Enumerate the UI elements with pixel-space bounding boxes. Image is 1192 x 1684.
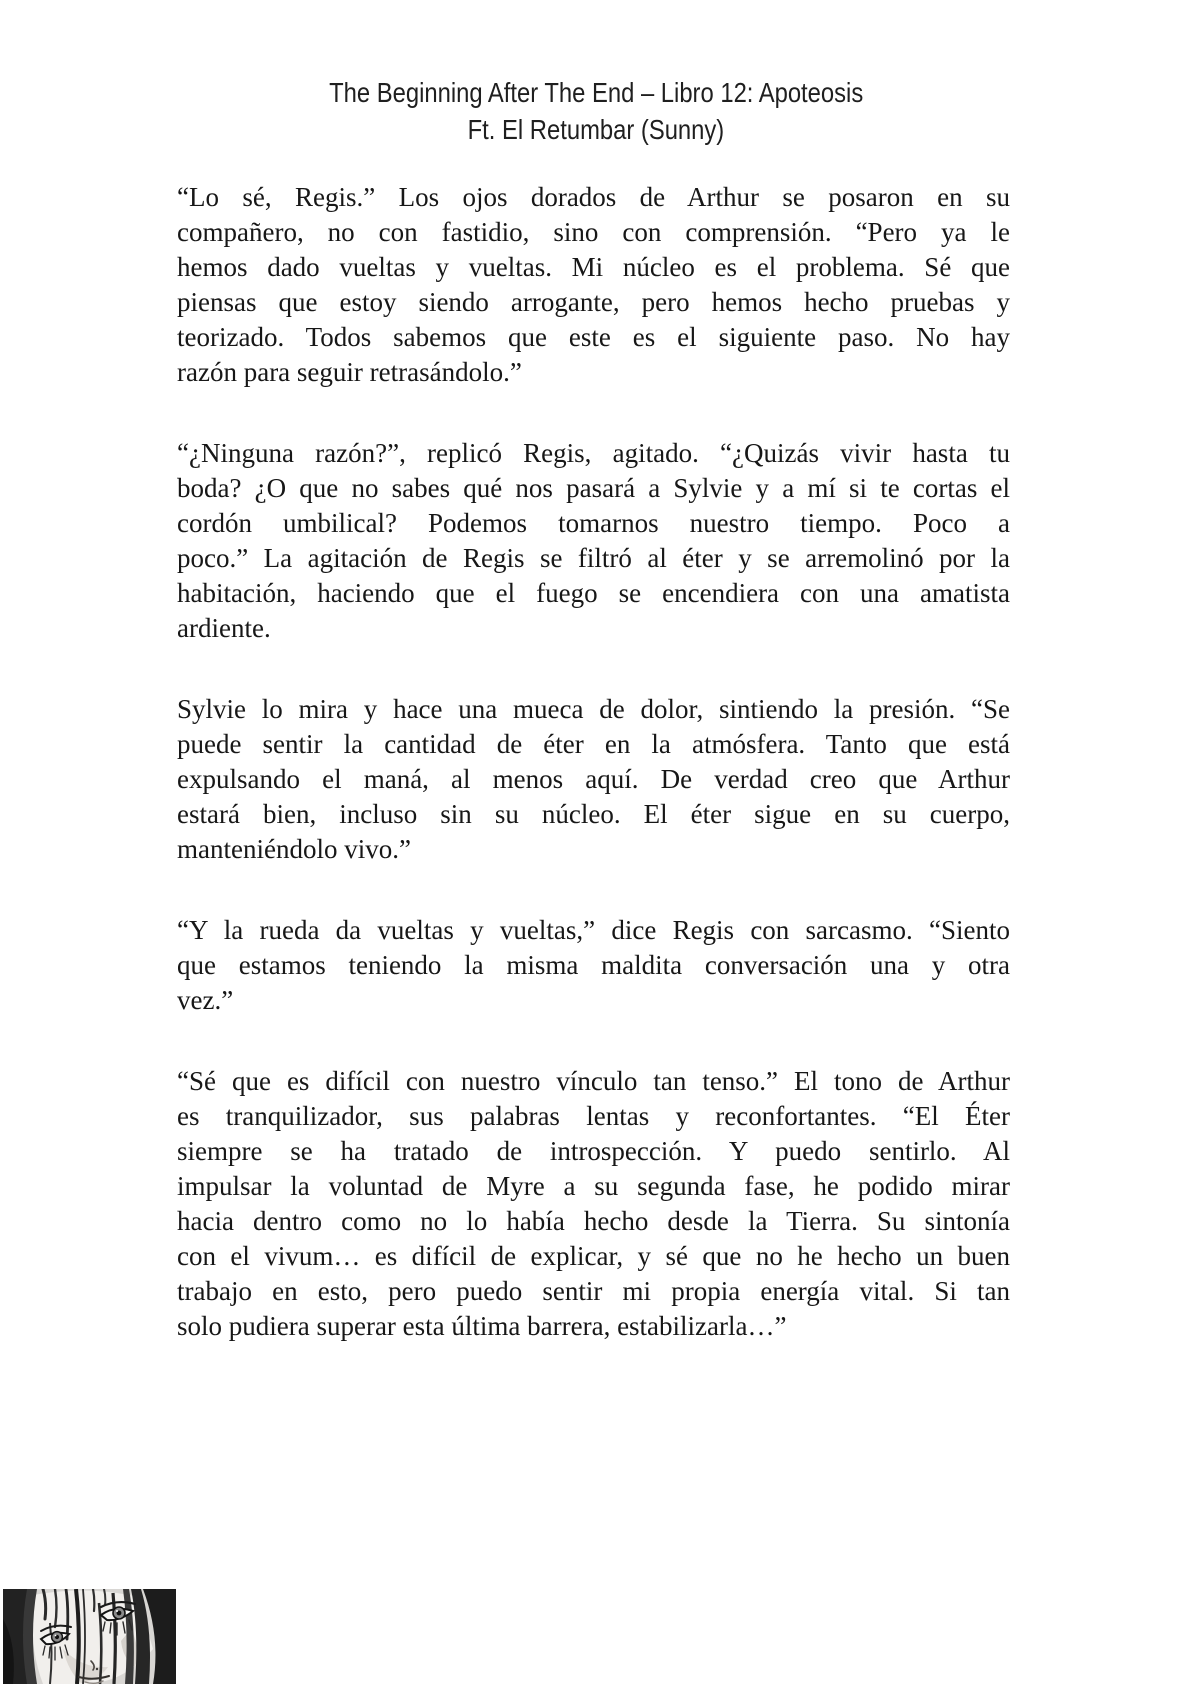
text-line: es tranquilizador, sus palabras lentas y reconfortantes. “El Éter — [177, 1101, 1010, 1131]
text-line: teorizado. Todos sabemos que este es el siguiente paso. No hay — [177, 322, 1010, 352]
text-line: puede sentir la cantidad de éter en la atmósfera. Tanto que está — [177, 729, 1010, 759]
text-line: trabajo en esto, pero puedo sentir mi propia energía vital. Si tan — [177, 1276, 1010, 1306]
text-line: estará bien, incluso sin su núcleo. El éter sigue en su cuerpo, — [177, 799, 1010, 829]
paragraph — [177, 436, 1010, 646]
document-subtitle: Ft. El Retumbar (Sunny) — [467, 114, 725, 145]
text-line: cordón umbilical? Podemos tomarnos nuestro tiempo. Poco a — [177, 508, 1010, 538]
paragraph — [177, 180, 1010, 390]
text-line: boda? ¿O que no sabes qué nos pasará a Sylvie y a mí si te cortas el — [177, 473, 1010, 503]
document-title: The Beginning After The End – Libro 12: Apoteosis — [328, 77, 864, 108]
text-line: hemos dado vueltas y vueltas. Mi núcleo es el problema. Sé que — [177, 252, 1010, 282]
manga-face-illustration — [3, 1589, 176, 1684]
text-line: expulsando el maná, al menos aquí. De verdad creo que Arthur — [177, 764, 1010, 794]
manga-face-artwork — [3, 1589, 176, 1684]
text-line: razón para seguir retrasándolo.” — [177, 357, 522, 387]
text-line: “Sé que es difícil con nuestro vínculo tan tenso.” El tono de Arthur — [177, 1066, 1010, 1096]
text-line: que estamos teniendo la misma maldita conversación una y otra — [177, 950, 1010, 980]
text-line: con el vivum… es difícil de explicar, y sé que no he hecho un buen — [177, 1241, 1010, 1271]
text-line: hacia dentro como no lo había hecho desde la Tierra. Su sintonía — [177, 1206, 1010, 1236]
text-line: habitación, haciendo que el fuego se encendiera con una amatista — [177, 578, 1010, 608]
paragraph — [177, 1064, 1010, 1344]
text-line: poco.” La agitación de Regis se filtró al éter y se arremolinó por la — [177, 543, 1010, 573]
text-line: Sylvie lo mira y hace una mueca de dolor, sintiendo la presión. “Se — [177, 694, 1010, 724]
document-header — [0, 74, 1192, 148]
text-line: “Y la rueda da vueltas y vueltas,” dice Regis con sarcasmo. “Siento — [177, 915, 1010, 945]
text-line: compañero, no con fastidio, sino con comprensión. “Pero ya le — [177, 217, 1010, 247]
text-line: impulsar la voluntad de Myre a su segunda fase, he podido mirar — [177, 1171, 1010, 1201]
text-line: solo pudiera superar esta última barrera, estabilizarla…” — [177, 1311, 787, 1341]
text-line: siempre se ha tratado de introspección. Y puedo sentirlo. Al — [177, 1136, 1010, 1166]
text-line: “Lo sé, Regis.” Los ojos dorados de Arthur se posaron en su — [177, 182, 1010, 212]
text-line: piensas que estoy siendo arrogante, pero hemos hecho pruebas y — [177, 287, 1010, 317]
text-line: “¿Ninguna razón?”, replicó Regis, agitado. “¿Quizás vivir hasta tu — [177, 438, 1010, 468]
text-line: manteniéndolo vivo.” — [177, 834, 411, 864]
text-line: vez.” — [177, 985, 234, 1015]
text-line: ardiente. — [177, 613, 271, 643]
paragraph — [177, 692, 1010, 867]
document-body — [177, 180, 1010, 1390]
paragraph — [177, 913, 1010, 1018]
